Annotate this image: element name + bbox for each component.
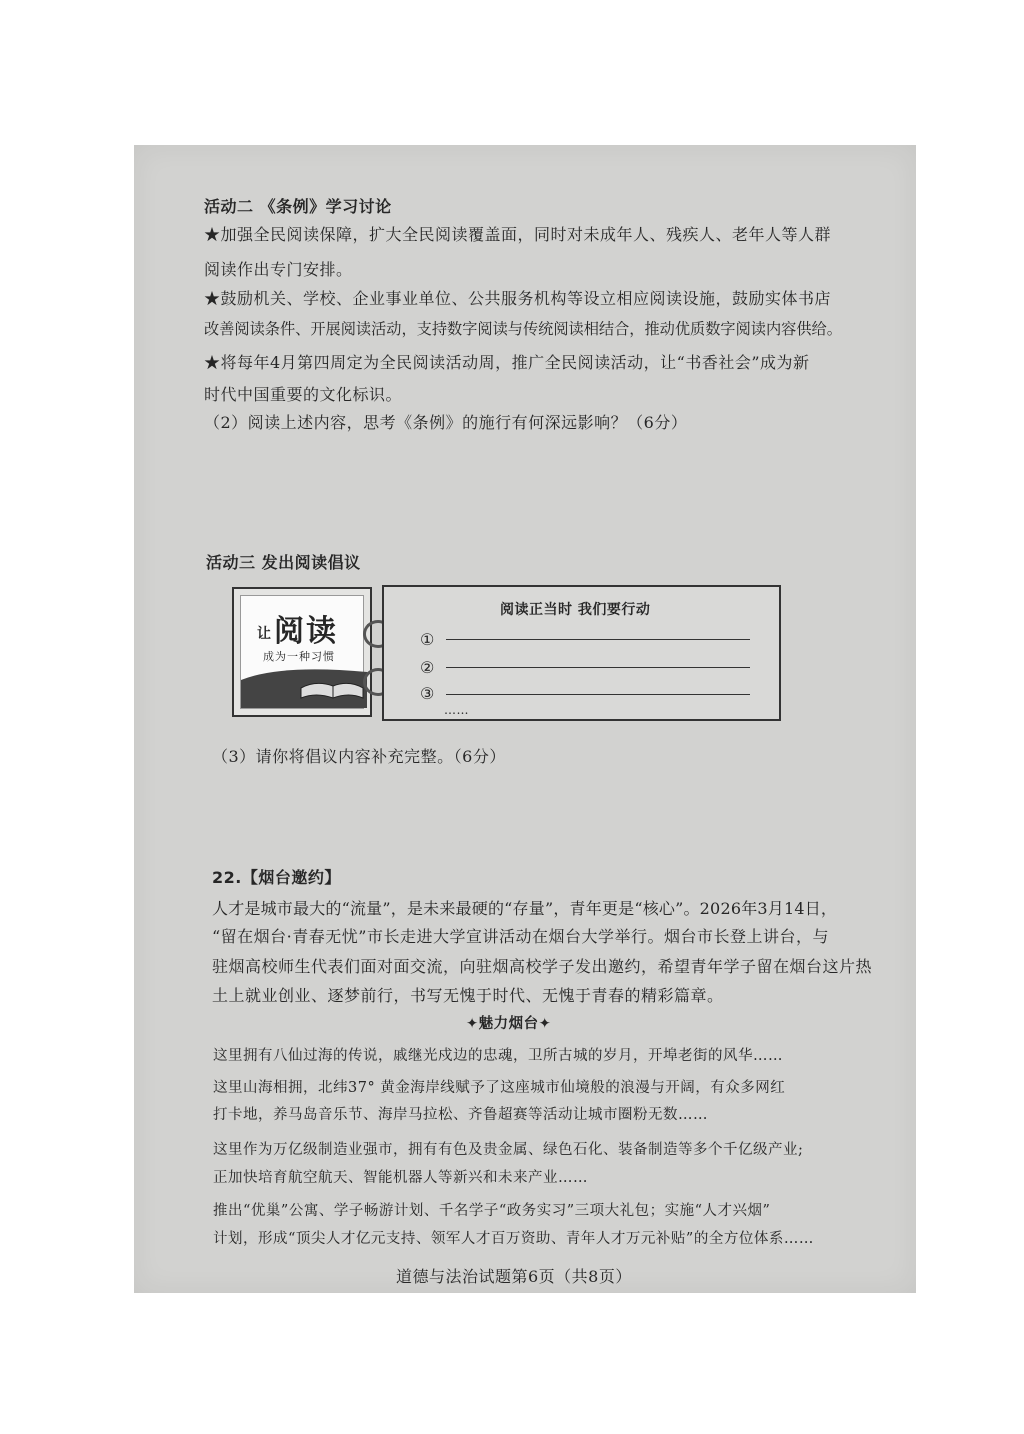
activity2-title: 活动二 《条例》学习讨论	[204, 197, 392, 216]
q22-paragraph-line4: 土上就业创业、逐梦前行，书写无愧于时代、无愧于青春的精彩篇章。	[212, 986, 724, 1005]
proposal-item-2-blank[interactable]	[446, 667, 750, 668]
charm-item-2-line1: 这里山海相拥，北纬37° 黄金海岸线赋予了这座城市仙境般的浪漫与开阔，有众多网红	[213, 1080, 786, 1096]
proposal-item-1-blank[interactable]	[446, 639, 750, 640]
poster-frame	[240, 595, 364, 709]
bullet1-line1: ★加强全民阅读保障，扩大全民阅读覆盖面，同时对未成年人、残疾人、老年人等人群	[204, 225, 832, 244]
bullet1-line2: 阅读作出专门安排。	[204, 260, 353, 279]
proposal-item-3-blank[interactable]	[446, 694, 750, 695]
poster-small-text: 让	[257, 626, 271, 642]
proposal-ellipsis: ……	[444, 703, 469, 717]
charm-item-4-line1: 推出“优巢”公寓、学子畅游计划、千名学子“政务实习”三项大礼包；实施“人才兴烟”	[213, 1203, 771, 1219]
book-illustration	[241, 658, 367, 708]
proposal-item-2-number: ②	[420, 658, 435, 677]
bullet2-line2: 改善阅读条件、开展阅读活动，支持数字阅读与传统阅读相结合，推动优质数字阅读内容供给。	[204, 320, 842, 338]
poster-big-text: 阅读	[274, 614, 338, 649]
poster-subtitle: 成为一种习惯	[263, 650, 335, 663]
charm-item-3-line1: 这里作为万亿级制造业强市，拥有有色及贵金属、绿色石化、装备制造等多个千亿级产业;	[213, 1142, 804, 1158]
reading-poster	[232, 587, 372, 717]
charm-item-2-line2: 打卡地，养马岛音乐节、海岸马拉松、齐鲁超赛等活动让城市圈粉无数……	[213, 1107, 708, 1123]
proposal-card-title: 阅读正当时 我们要行动	[500, 602, 651, 618]
charm-item-4-line2: 计划，形成“顶尖人才亿元支持、领军人才百万资助、青年人才万元补贴”的全方位体系……	[213, 1231, 814, 1247]
charm-item-3-line2: 正加快培育航空航天、智能机器人等新兴和未来产业……	[213, 1170, 588, 1186]
proposal-item-3-number: ③	[420, 684, 435, 703]
charm-yantai-subtitle: ✦魅力烟台✦	[466, 1016, 552, 1032]
q22-paragraph-line1: 人才是城市最大的“流量”，是未来最硬的“存量”，青年更是“核心”。2026年3月14日，	[212, 899, 838, 918]
bullet3-line2: 时代中国重要的文化标识。	[204, 385, 403, 404]
q22-paragraph-line3: 驻烟高校师生代表们面对面交流，向驻烟高校学子发出邀约，希望青年学子留在烟台这片热	[212, 957, 873, 976]
bullet2-line1: ★鼓励机关、学校、企业事业单位、公共服务机构等设立相应阅读设施，鼓励实体书店	[204, 289, 832, 308]
charm-item-1: 这里拥有八仙过海的传说，戚继光戍边的忠魂，卫所古城的岁月，开埠老街的风华……	[213, 1048, 783, 1064]
activity3-title: 活动三 发出阅读倡议	[206, 553, 361, 572]
proposal-item-1-number: ①	[420, 630, 435, 649]
q22-paragraph-line2: “留在烟台·青春无忧”市长走进大学宣讲活动在烟台大学举行。烟台市长登上讲台，与	[212, 927, 829, 946]
question-3: （3）请你将倡议内容补充完整。（6分）	[212, 747, 506, 766]
q22-title: 22.【烟台邀约】	[212, 868, 341, 887]
bullet3-line1: ★将每年4月第四周定为全民阅读活动周，推广全民阅读活动，让“书香社会”成为新	[204, 353, 810, 372]
proposal-card	[382, 585, 781, 721]
page-footer: 道德与法治试题第6页（共8页）	[396, 1267, 632, 1286]
question-2: （2）阅读上述内容，思考《条例》的施行有何深远影响？（6分）	[204, 413, 688, 432]
